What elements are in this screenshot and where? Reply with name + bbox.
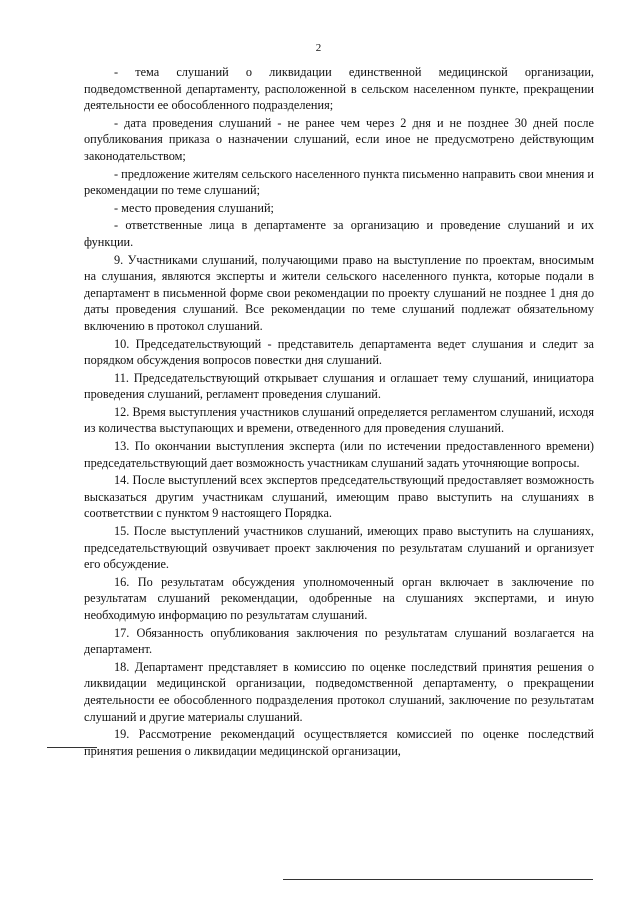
page-number: 2 — [315, 42, 322, 54]
paragraph-14: 14. После выступлений всех экспертов председательствующий предоставляет возможность высказаться другим участникам слушаний, имеющим право выступить на слушаниях в соответствии с пунктом 9 настоящего Порядка. — [84, 473, 594, 521]
paragraph-topic: - тема слушаний о ликвидации единственной медицинской организации, подведомственной департаменту, расположенной в сельском населенном пункте, прекращении деятельности ее обособленного подразделения; — [84, 65, 594, 113]
paragraph-responsible: - ответственные лица в департаменте за организацию и проведение слушаний и их функции. — [84, 218, 594, 249]
paragraph-9: 9. Участниками слушаний, получающими право на выступление по проектам, вносимым на слушания, являются эксперты и жители сельского населенного пункта, которые подали в департамент в письменной форме свои рекомендации по проекту слушаний не позднее 1 дня до даты проведения слушаний. Все рекомендации по теме слушаний подлежат обязательному включению в протокол слушаний. — [84, 252, 594, 333]
paragraph-15: 15. После выступлений участников слушаний, имеющих право выступить на слушаниях, председательствующий озвучивает проект заключения по результатам слушаний и организует его обсуждение. — [84, 524, 594, 572]
paragraph-17: 17. Обязанность опубликования заключения по результатам слушаний возлагается на департамент. — [84, 625, 594, 657]
paragraph-date: - дата проведения слушаний - не ранее чем через 2 дня и не позднее 30 дней после опубликования приказа о назначении слушаний, если иное не предусмотрено действующим законодательством; — [84, 115, 594, 163]
paragraph-10: 10. Председательствующий - представитель департамента ведет слушания и следит за порядком обсуждения вопросов повестки дня слушаний. — [84, 336, 594, 368]
paragraph-place: - место проведения слушаний; — [114, 200, 274, 215]
paragraph-proposal: - предложение жителям сельского населенного пункта письменно направить свои мнения и рекомендации по теме слушаний; — [84, 166, 594, 198]
paragraph-18: 18. Департамент представляет в комиссию по оценке последствий принятия решения о ликвидации медицинской организации, подведомственной департаменту, о прекращении деятельности ее обособленного подразделения протокол слушаний, заключение по результатам слушаний и другие материалы слушаний. — [84, 659, 594, 724]
paragraph-11: 11. Председательствующий открывает слушания и оглашает тему слушаний, инициатора проведения слушаний, регламент проведения слушаний. — [84, 370, 594, 402]
paragraph-13: 13. По окончании выступления эксперта (или по истечении предоставленного времени) председательствующий дает возможность участникам слушаний задать уточняющие вопросы. — [84, 439, 594, 470]
paragraph-12: 12. Время выступления участников слушаний определяется регламентом слушаний, исходя из количества выступающих и времени, отведенного для проведения слушаний. — [84, 404, 594, 436]
footer-rule — [283, 879, 593, 880]
paragraph-19: 19. Рассмотрение рекомендаций осуществляется комиссией по оценке последствий принятия решения о ликвидации медицинской организации, — [84, 727, 594, 758]
margin-mark-line — [47, 747, 97, 748]
paragraph-16: 16. По результатам обсуждения уполномоченный орган включает в заключение по результатам слушаний рекомендации, одобренные на слушаниях экспертами, и иную необходимую информацию по результатам слушаний. — [84, 574, 594, 622]
document-body — [84, 64, 594, 760]
